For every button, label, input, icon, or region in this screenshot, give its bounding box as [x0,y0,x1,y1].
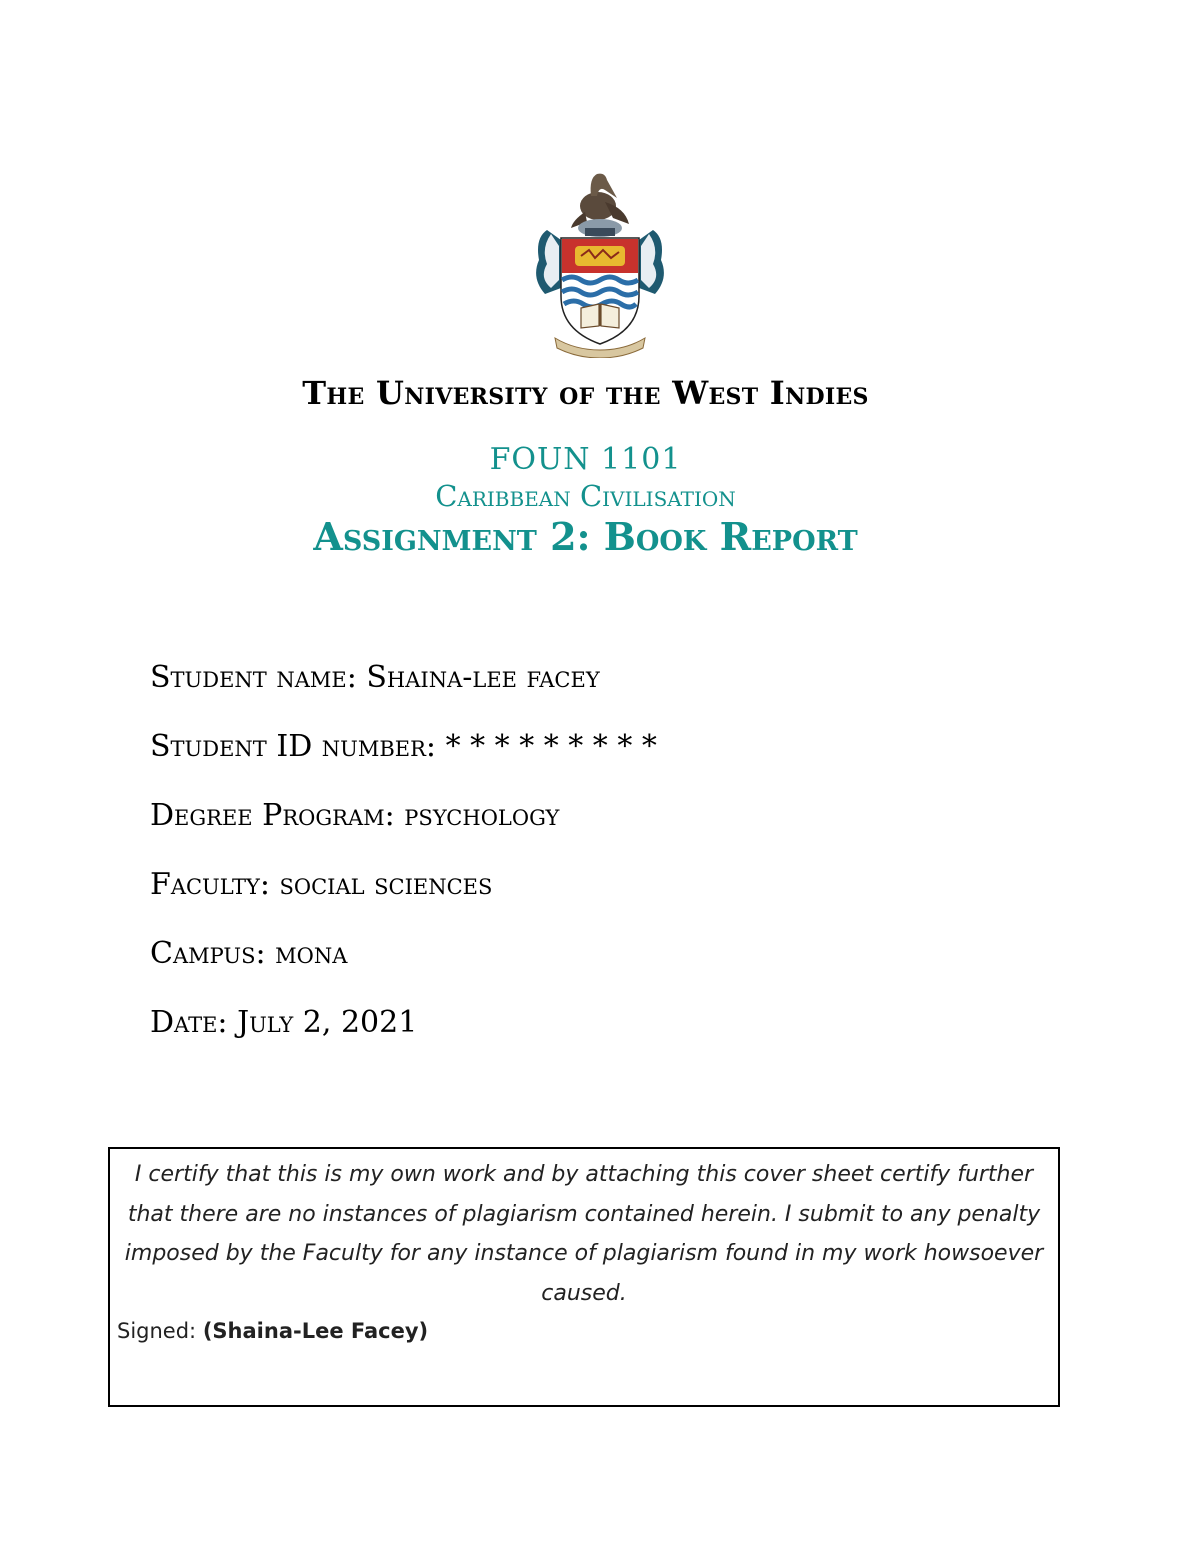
university-crest-icon [525,168,675,358]
course-code: FOUN 1101 [489,442,682,477]
student-name-value: Shaina-lee facey [366,660,600,695]
assignment-title: Assignment 2: Book Report [313,514,858,559]
campus-line [150,936,1050,971]
signed-label: Signed: [117,1319,197,1343]
degree-program-line [150,798,1050,833]
student-id-line [150,729,1050,764]
student-name-line [150,660,1050,695]
signature-line [117,1319,428,1343]
student-id-label: Student ID number: [150,729,437,764]
date-label: Date: [150,1005,228,1040]
date-value: July 2, 2021 [237,1005,418,1040]
date-line [150,1005,1050,1040]
faculty-value: social sciences [279,867,493,902]
degree-program-label: Degree Program: [150,798,395,833]
degree-program-value: psychology [404,798,560,833]
university-title: The University of the West Indies [302,374,869,412]
declaration-text: I certify that this is my own work and by attaching this cover sheet certify further that there are no instances of plagiarism contained herein. I submit to any penalty imposed by the Faculty for any instance of plagiarism found in my work howsoever caused. [124,1162,1044,1306]
campus-value: mona [275,936,348,971]
faculty-line [150,867,1050,902]
course-name: Caribbean Civilisation [435,479,736,513]
student-name-label: Student name: [150,660,357,695]
signed-name: (Shaina-Lee Facey) [202,1319,429,1343]
declaration-box [108,1147,1060,1407]
faculty-label: Faculty: [150,867,270,902]
campus-label: Campus: [150,936,266,971]
student-id-value: * * * * * * * * * [445,729,657,764]
